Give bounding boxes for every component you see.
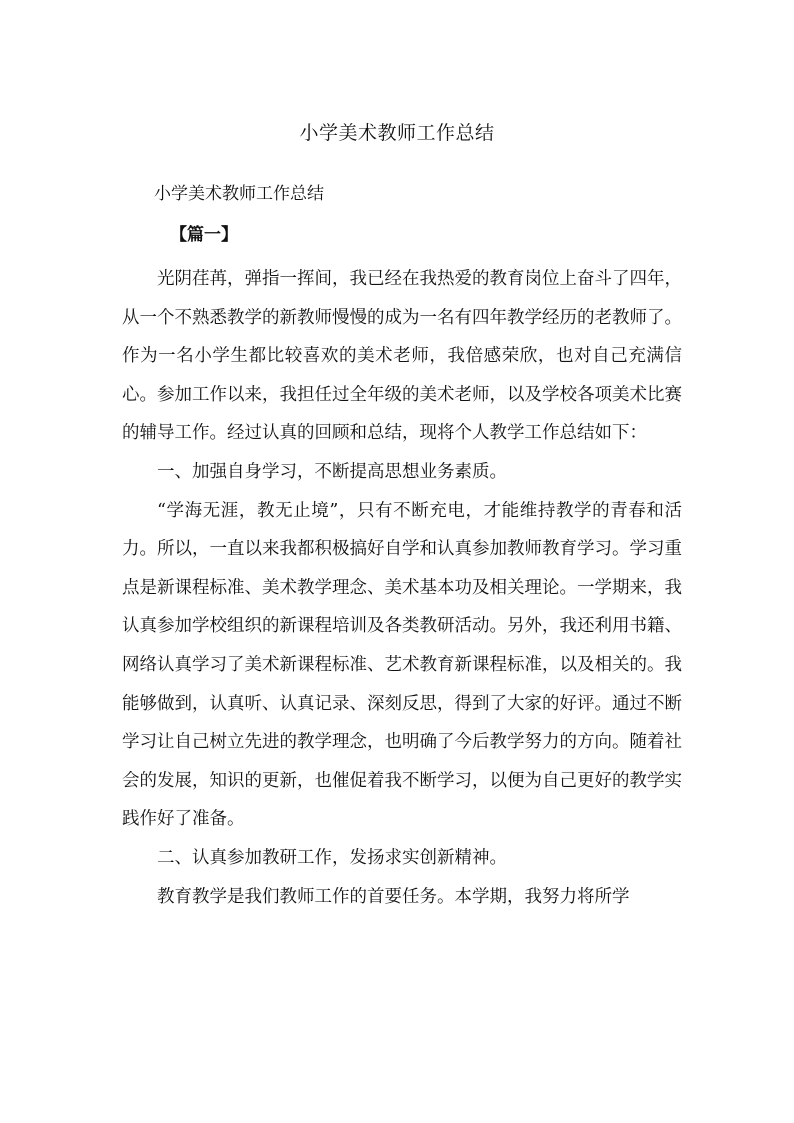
paragraph-study: “学海无涯，教无止境”，只有不断充电，才能维持教学的青春和活力。所以，一直以来我都积极搞好自学和认真参加教师教育学习。学习重点是新课程标准、美术教学理念、美术基本功及相关理论。一学期来，我认真参加学校组织的新课程培训及各类教研活动。另外，我还利用书籍、网络认真学习了美术新课程标准、艺术教育新课程标准，以及相关的。我能够做到，认真听、认真记录、深刻反思，得到了大家的好评。通过不断学习让自己树立先进的教学理念，也明确了今后教学努力的方向。随着社会的发展，知识的更新，也催促着我不断学习，以便为自己更好的教学实践作好了准备。 [122,500,682,830]
section-heading-1: 一、加强自身学习，不断提高思想业务素质。 [157,461,507,482]
document-subtitle: 小学美术教师工作总结 [154,184,324,204]
paragraph-intro: 光阴荏苒，弹指一挥间，我已经在我热爱的教育岗位上奋斗了四年，从一个不熟悉教学的新教师慢慢的成为一名有四年教学经历的老教师了。作为一名小学生都比较喜欢的美术老师，我倍感荣欣，也对自己充满信心。参加工作以来，我担任过全年级的美术老师，以及学校各项美术比赛的辅导工作。经过认真的回顾和总结，现将个人教学工作总结如下： [122,269,682,444]
paragraph-teaching: 教育教学是我们教师工作的首要任务。本学期，我努力将所学 [157,886,630,907]
section-tag: 【篇一】 [170,225,238,245]
section-heading-2: 二、认真参加教研工作，发扬求实创新精神。 [157,847,507,868]
document-body [122,260,682,916]
document-title: 小学美术教师工作总结 [299,122,495,144]
